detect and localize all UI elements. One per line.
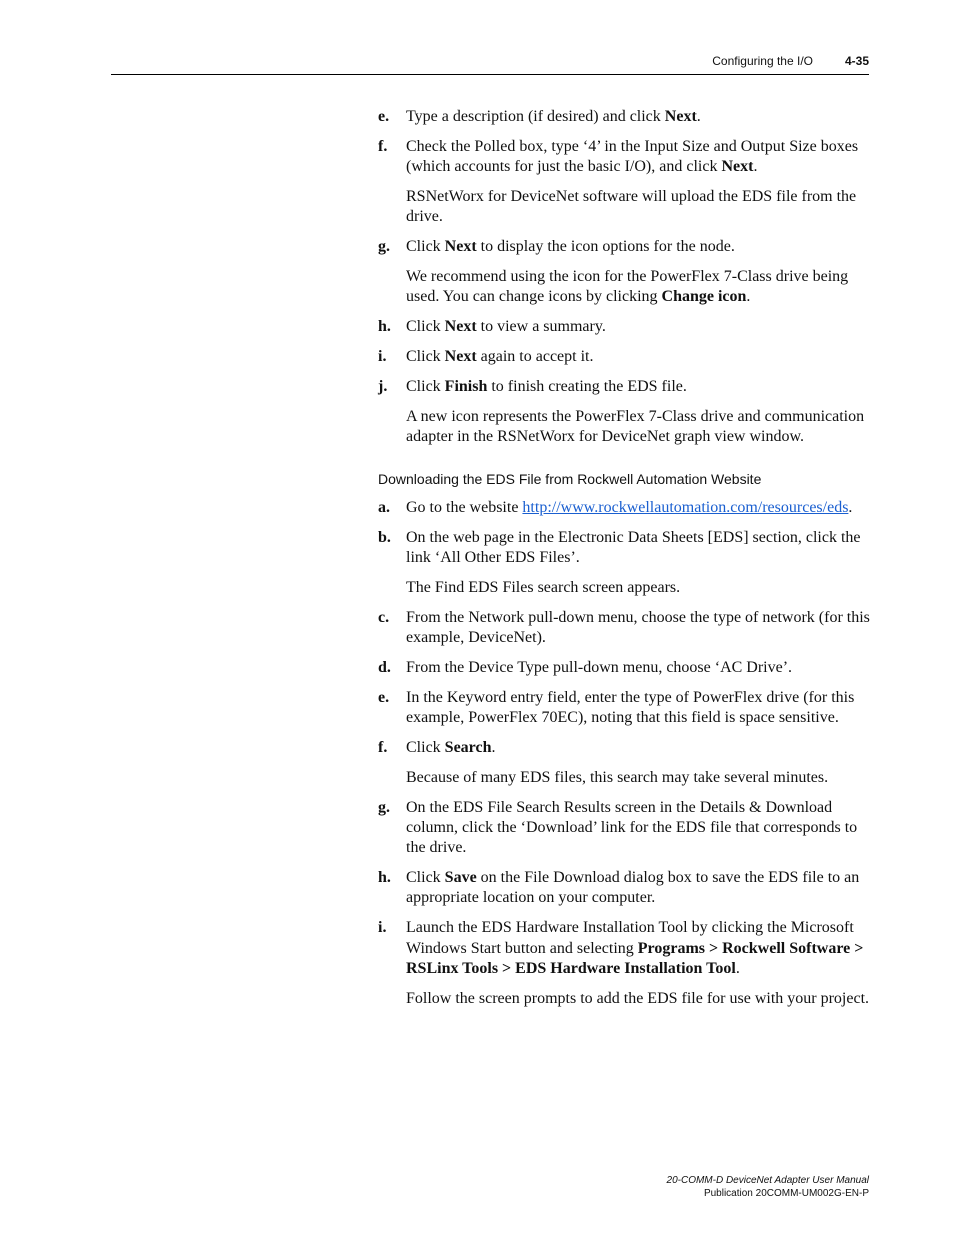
step-label: h.: [378, 318, 391, 336]
list-item: [378, 107, 870, 127]
list-item: [378, 347, 870, 367]
step-label: d.: [378, 658, 391, 676]
step-text: Click Next to display the icon options for the node.: [406, 238, 735, 256]
step-label: b.: [378, 528, 391, 546]
step-label: f.: [378, 137, 388, 155]
step-text: Launch the EDS Hardware Installation Tool by clicking the Microsoft Windows Start button and selecting Programs > Rockwell Software > RSLinx Tools > EDS Hardware Installation Tool.: [406, 919, 864, 977]
list-item: [378, 798, 870, 859]
step-text: Check the Polled box, type ‘4’ in the Input Size and Output Size boxes (which accounts for just the basic I/O), and click Next.: [406, 137, 859, 176]
step-text: Type a description (if desired) and click Next.: [406, 108, 701, 125]
step-note: A new icon represents the PowerFlex 7-Class drive and communication adapter in the RSNetWorx for DeviceNet graph view window.: [406, 408, 865, 446]
list-item: [378, 137, 870, 178]
step-text: On the web page in the Electronic Data Sheets [EDS] section, click the link ‘All Other EDS Files’.: [406, 528, 861, 566]
step-label: c.: [378, 608, 390, 626]
step-label: e.: [378, 108, 390, 125]
step-label: h.: [378, 869, 391, 887]
step-label: e.: [378, 688, 390, 706]
section-subheading: Downloading the EDS File from Rockwell Automation Website: [378, 470, 762, 487]
step-text: On the EDS File Search Results screen in the Details & Download column, click the ‘Download’ link for the EDS file that corresponds to the drive.: [406, 798, 858, 857]
step-text: In the Keyword entry field, enter the type of PowerFlex drive (for this example, PowerFlex 70EC), noting that this field is space sensitive.: [406, 688, 855, 726]
list-item: [378, 658, 870, 678]
step-label: i.: [378, 348, 387, 366]
list-item: [378, 868, 870, 909]
list-item: [378, 498, 870, 518]
list-item: [378, 608, 870, 649]
step-text: Click Finish to finish creating the EDS file.: [406, 378, 687, 396]
step-label: j.: [378, 378, 388, 396]
step-text: Click Next again to accept it.: [406, 348, 594, 366]
list-item: [378, 918, 870, 979]
step-label: g.: [378, 238, 390, 256]
step-label: g.: [378, 798, 390, 816]
step-label: a.: [378, 498, 390, 516]
page-footer: [667, 1174, 869, 1200]
step-note: Because of many EDS files, this search may take several minutes.: [406, 768, 829, 786]
step-text: From the Network pull-down menu, choose the type of network (for this example, DeviceNet).: [406, 608, 870, 646]
step-text: Click Next to view a summary.: [406, 318, 606, 336]
step-text: Click Save on the File Download dialog box to save the EDS file to an appropriate location on your computer.: [406, 869, 860, 907]
step-note: The Find EDS Files search screen appears.: [406, 578, 681, 596]
page-number: 4-35: [844, 54, 869, 68]
list-item: [378, 688, 870, 729]
step-note: We recommend using the icon for the PowerFlex 7-Class drive being used. You can change icons by clicking Change icon.: [406, 268, 849, 306]
page-header: [111, 52, 869, 75]
manual-title: 20-COMM-D DeviceNet Adapter User Manual: [666, 1175, 869, 1186]
step-note: RSNetWorx for DeviceNet software will upload the EDS file from the drive.: [406, 188, 857, 226]
eds-website-link[interactable]: http://www.rockwellautomation.com/resources/eds: [522, 498, 849, 516]
list-item: [378, 738, 870, 758]
list-item: [378, 377, 870, 397]
list-item: [378, 237, 870, 257]
list-item: [378, 317, 870, 337]
step-note: Follow the screen prompts to add the EDS file for use with your project.: [406, 989, 870, 1007]
step-label: i.: [378, 919, 387, 937]
publication-number: Publication 20COMM-UM002G-EN-P: [703, 1188, 869, 1199]
main-content: [378, 107, 870, 1019]
step-text: Click Search.: [406, 738, 496, 756]
step-label: f.: [378, 738, 388, 756]
step-text: From the Device Type pull-down menu, choose ‘AC Drive’.: [406, 658, 793, 676]
list-item: [378, 528, 870, 569]
section-title: Configuring the I/O: [712, 54, 813, 68]
step-text: Go to the website http://www.rockwellautomation.com/resources/eds.: [406, 498, 853, 516]
